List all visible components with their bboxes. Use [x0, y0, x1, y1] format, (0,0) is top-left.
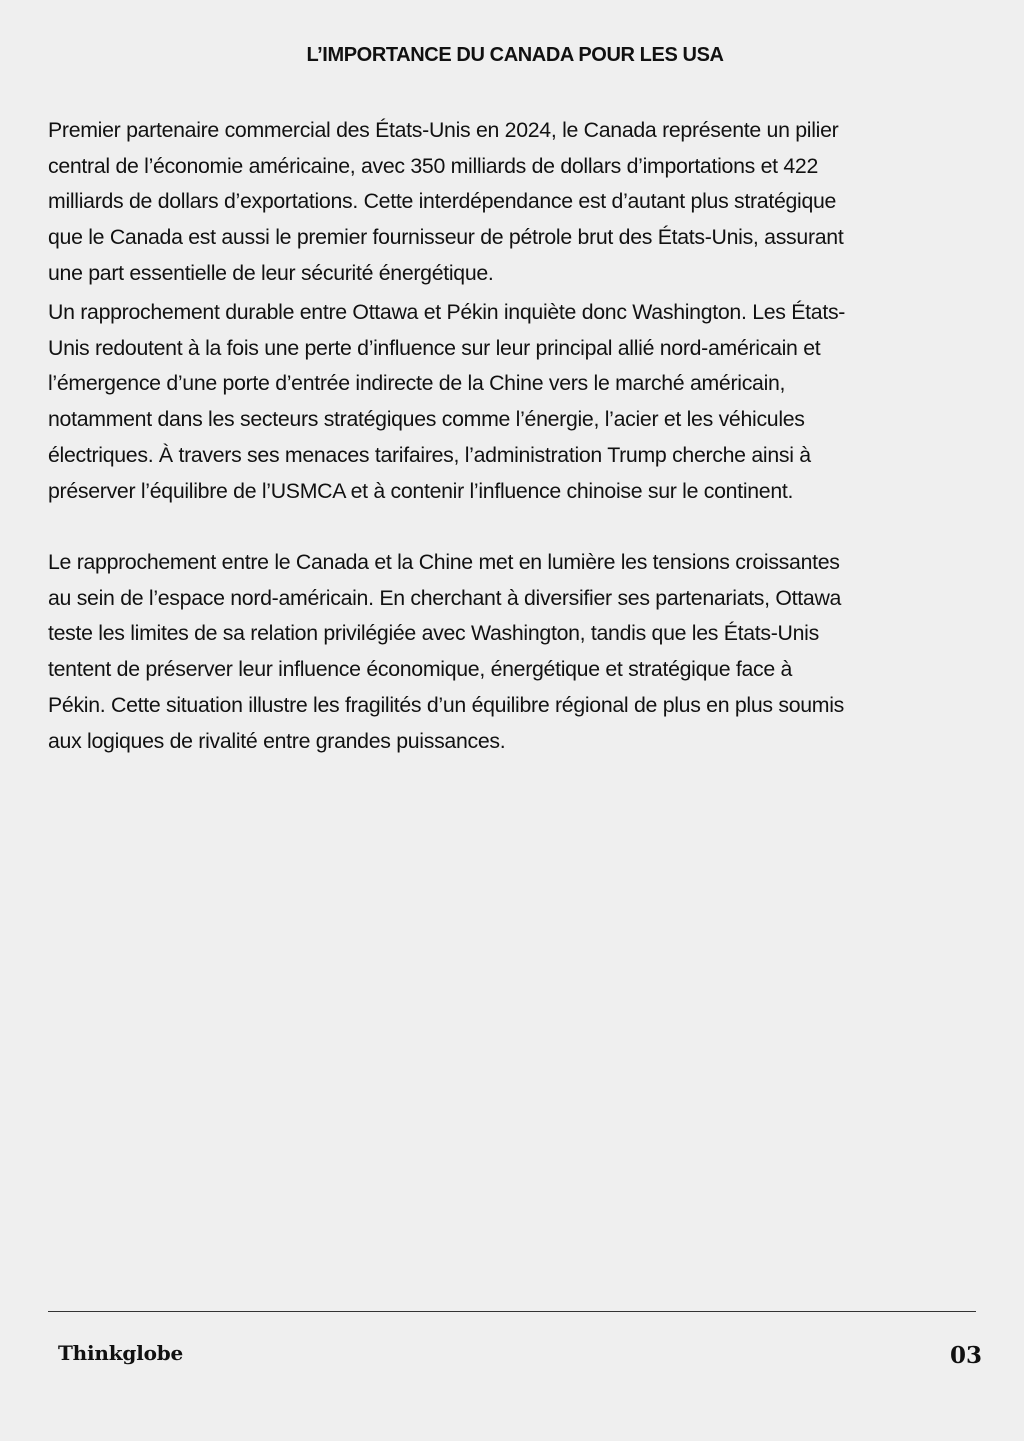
paragraph-washington-concerns	[48, 295, 988, 509]
paragraph-line: Unis redoutent à la fois une perte d’influence sur leur principal allié nord-américain et	[48, 335, 821, 360]
paragraph-line: au sein de l’espace nord-américain. En cherchant à diversifier ses partenariats, Ottawa	[48, 585, 842, 610]
paragraph-line: central de l’économie américaine, avec 350 milliards de dollars d’importations et 422	[48, 153, 818, 178]
page-number: 03	[950, 1342, 983, 1369]
paragraph-line: Pékin. Cette situation illustre les fragilités d’un équilibre régional de plus en plus soumis	[48, 692, 845, 717]
footer-brand: Thinkglobe	[58, 1341, 184, 1365]
paragraph-line: que le Canada est aussi le premier fournisseur de pétrole brut des États-Unis, assurant	[48, 225, 844, 250]
paragraph-line: l’émergence d’une porte d’entrée indirecte de la Chine vers le marché américain,	[48, 371, 786, 396]
paragraph-line: une part essentielle de leur sécurité énergétique.	[48, 260, 494, 285]
paragraph-line: Premier partenaire commercial des États-Unis en 2024, le Canada représente un pilier	[48, 118, 839, 142]
paragraph-line: Un rapprochement durable entre Ottawa et Pékin inquiète donc Washington. Les États-	[48, 300, 846, 324]
paragraph-line: notamment dans les secteurs stratégiques comme l’énergie, l’acier et les véhicules	[48, 407, 805, 432]
paragraph-conclusion	[48, 545, 988, 759]
paragraph-line: électriques. À travers ses menaces tarifaires, l’administration Trump cherche ainsi à	[48, 442, 811, 467]
paragraph-line: préserver l’équilibre de l’USMCA et à contenir l’influence chinoise sur le continent.	[48, 478, 794, 503]
paragraph-line: teste les limites de sa relation privilégiée avec Washington, tandis que les États-Unis	[48, 621, 819, 646]
footer-divider	[48, 1311, 976, 1312]
paragraph-line: Le rapprochement entre le Canada et la Chine met en lumière les tensions croissantes	[48, 550, 840, 574]
page-title: L’IMPORTANCE DU CANADA POUR LES USA	[306, 44, 724, 66]
paragraph-line: tentent de préserver leur influence économique, énergétique et stratégique face à	[48, 657, 793, 682]
paragraph-canada-trade	[48, 113, 988, 292]
paragraph-line: milliards de dollars d’exportations. Cette interdépendance est d’autant plus stratégique	[48, 189, 837, 214]
paragraph-line: aux logiques de rivalité entre grandes puissances.	[48, 728, 506, 753]
